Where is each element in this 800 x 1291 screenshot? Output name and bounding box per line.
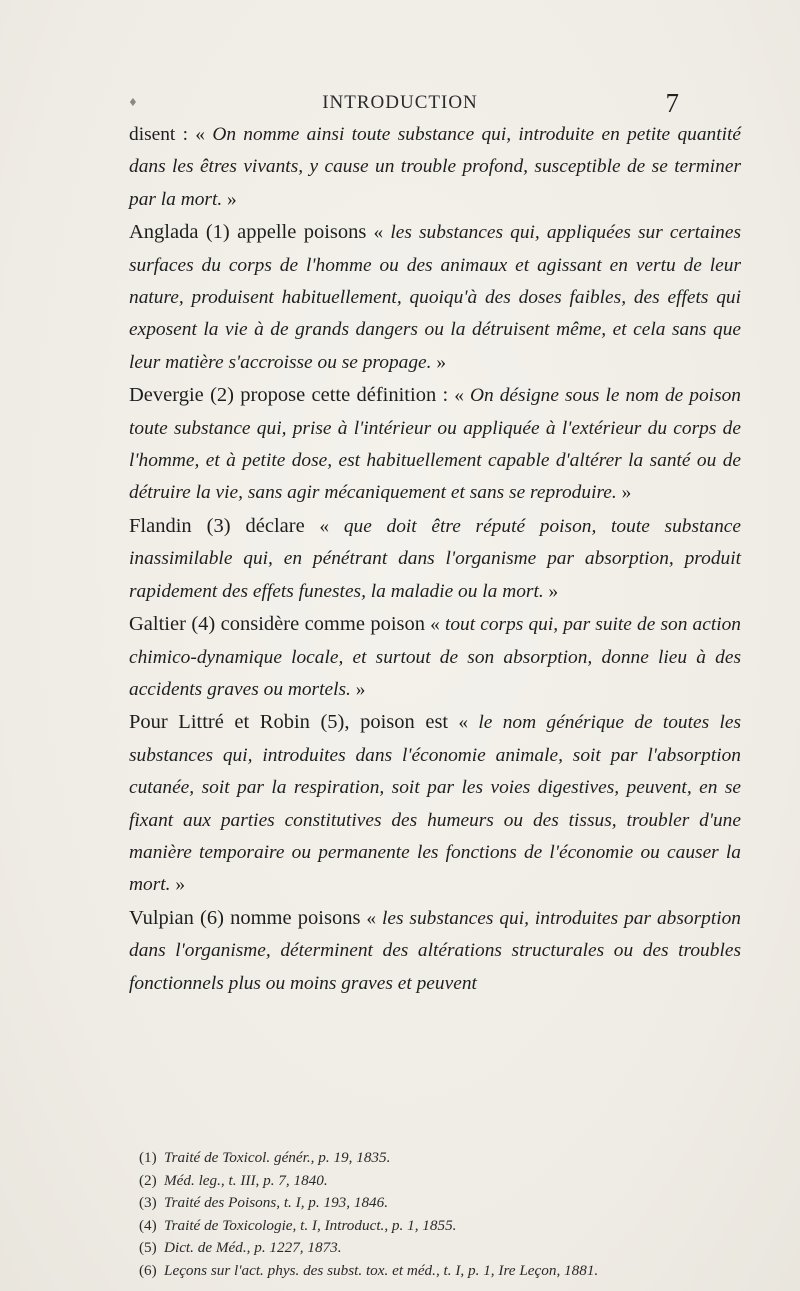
quote-open: « [366, 222, 391, 244]
definition-quote: les substances qui, introduites par absorption dans l'organisme, déterminent des altérations structurales ou des troubles fonctionnels plus ou moins graves et peuvent [129, 907, 742, 994]
definition-quote: On désigne sous le nom de poison toute substance qui, prise à l'intérieur ou appliquée à l'extérieur du corps de l'homme, et à petite dose, est habituellement capable d'altérer la santé ou de détruire la vie, sans agir mécaniquement et sans se reproduire. [129, 385, 742, 504]
paragraph-lead: Pour Littré et Robin (5), poison est [129, 711, 449, 734]
footnote-2 [139, 1170, 739, 1193]
footnote-text: Traité de Toxicol. génér., p. 19, 1835. [164, 1149, 391, 1166]
definition-quote: que doit être réputé poison, toute substance inassimilable qui, en pénétrant dans l'organisme par absorption, produit rapidement des effets funestes, la maladie ou la mort. [129, 515, 741, 602]
definition-quote: On nomme ainsi toute substance qui, introduite en petite quantité dans les êtres vivants, y cause un trouble profond, susceptible de se terminer par la mort. [129, 124, 741, 210]
definition-quote: le nom générique de toutes les substances qui, introduites dans l'économie animale, soit par l'absorption cutanée, soit par la respiration, soit par les voies digestives, peuvent, en se fixant aux parties constitutives des humeurs ou des tissus, troubler d'une manière temporaire ou permanente les fonctions de l'économie ou causer la mort. [129, 712, 742, 896]
footnote-1 [139, 1147, 739, 1170]
footnote-6 [139, 1260, 739, 1283]
quote-open: « [360, 907, 382, 929]
footnote-number: (1) [139, 1149, 157, 1166]
quote-close: » [222, 188, 237, 210]
quote-close: » [170, 874, 186, 896]
footnote-3 [139, 1192, 739, 1215]
footnote-number: (4) [139, 1216, 157, 1234]
footnote-number: (3) [139, 1194, 157, 1211]
paragraph-lead: Flandin (3) déclare [129, 514, 305, 537]
main-text [129, 118, 741, 1000]
footnote-text: Leçons sur l'act. phys. des subst. tox. et méd., t. I, p. 1, Ire Leçon, 1881. [164, 1261, 599, 1279]
footnote-text: Dict. de Méd., p. 1227, 1873. [164, 1239, 342, 1256]
paragraph-vulpian [129, 902, 741, 1000]
footnote-5 [139, 1237, 739, 1260]
definition-quote: tout corps qui, par suite de son action chimico-dynamique locale, et surtout de son absorption, donne lieu à des accidents graves ou mortels. [129, 614, 741, 700]
page-speck: ♦ [128, 96, 138, 109]
quote-close: » [431, 351, 447, 373]
page-number: 7 [665, 88, 679, 118]
footnote-text: Méd. leg., t. III, p. 7, 1840. [164, 1171, 328, 1189]
running-title: INTRODUCTION [322, 92, 478, 113]
footnote-text: Traité des Poisons, t. I, p. 193, 1846. [164, 1194, 389, 1211]
footnote-number: (6) [139, 1261, 157, 1279]
paragraph-anglada [129, 216, 741, 379]
paragraph-lead: Devergie (2) propose cette définition : [129, 384, 449, 407]
quote-open: « [448, 712, 479, 734]
definition-quote: les substances qui, appliquées sur certaines surfaces du corps de l'homme ou des animaux et agissant en vertu de leur nature, produisent habituellement, quoiqu'à des doses faibles, des effets qui exposent la vie à de grands dangers ou la détruisent même, et cela sans que leur matière s'accroisse ou se propage. [129, 222, 741, 373]
quote-open: disent : « [129, 124, 213, 145]
paragraph-galtier [129, 608, 741, 706]
running-header [0, 88, 800, 118]
quote-open: « [425, 614, 445, 636]
footnote-number: (5) [139, 1239, 157, 1256]
quote-open: « [304, 515, 344, 537]
footnote-4 [139, 1215, 739, 1238]
footnotes [139, 1147, 739, 1282]
paragraph-devergie [129, 379, 741, 510]
quote-open: « [448, 385, 470, 407]
paragraph-1 [129, 118, 741, 216]
quote-close: » [543, 580, 559, 602]
quote-close: » [616, 482, 632, 504]
paragraph-lead: Vulpian (6) nomme poisons [129, 906, 361, 929]
quote-close: » [350, 678, 366, 700]
paragraph-littre-robin [129, 706, 741, 901]
paragraph-flandin [129, 510, 741, 608]
paragraph-lead: Anglada (1) appelle poisons [129, 221, 367, 244]
footnote-number: (2) [139, 1171, 157, 1189]
footnote-text: Traité de Toxicologie, t. I, Introduct., p. 1, 1855. [164, 1216, 457, 1234]
paragraph-lead: Galtier (4) considère comme poison [129, 613, 425, 636]
